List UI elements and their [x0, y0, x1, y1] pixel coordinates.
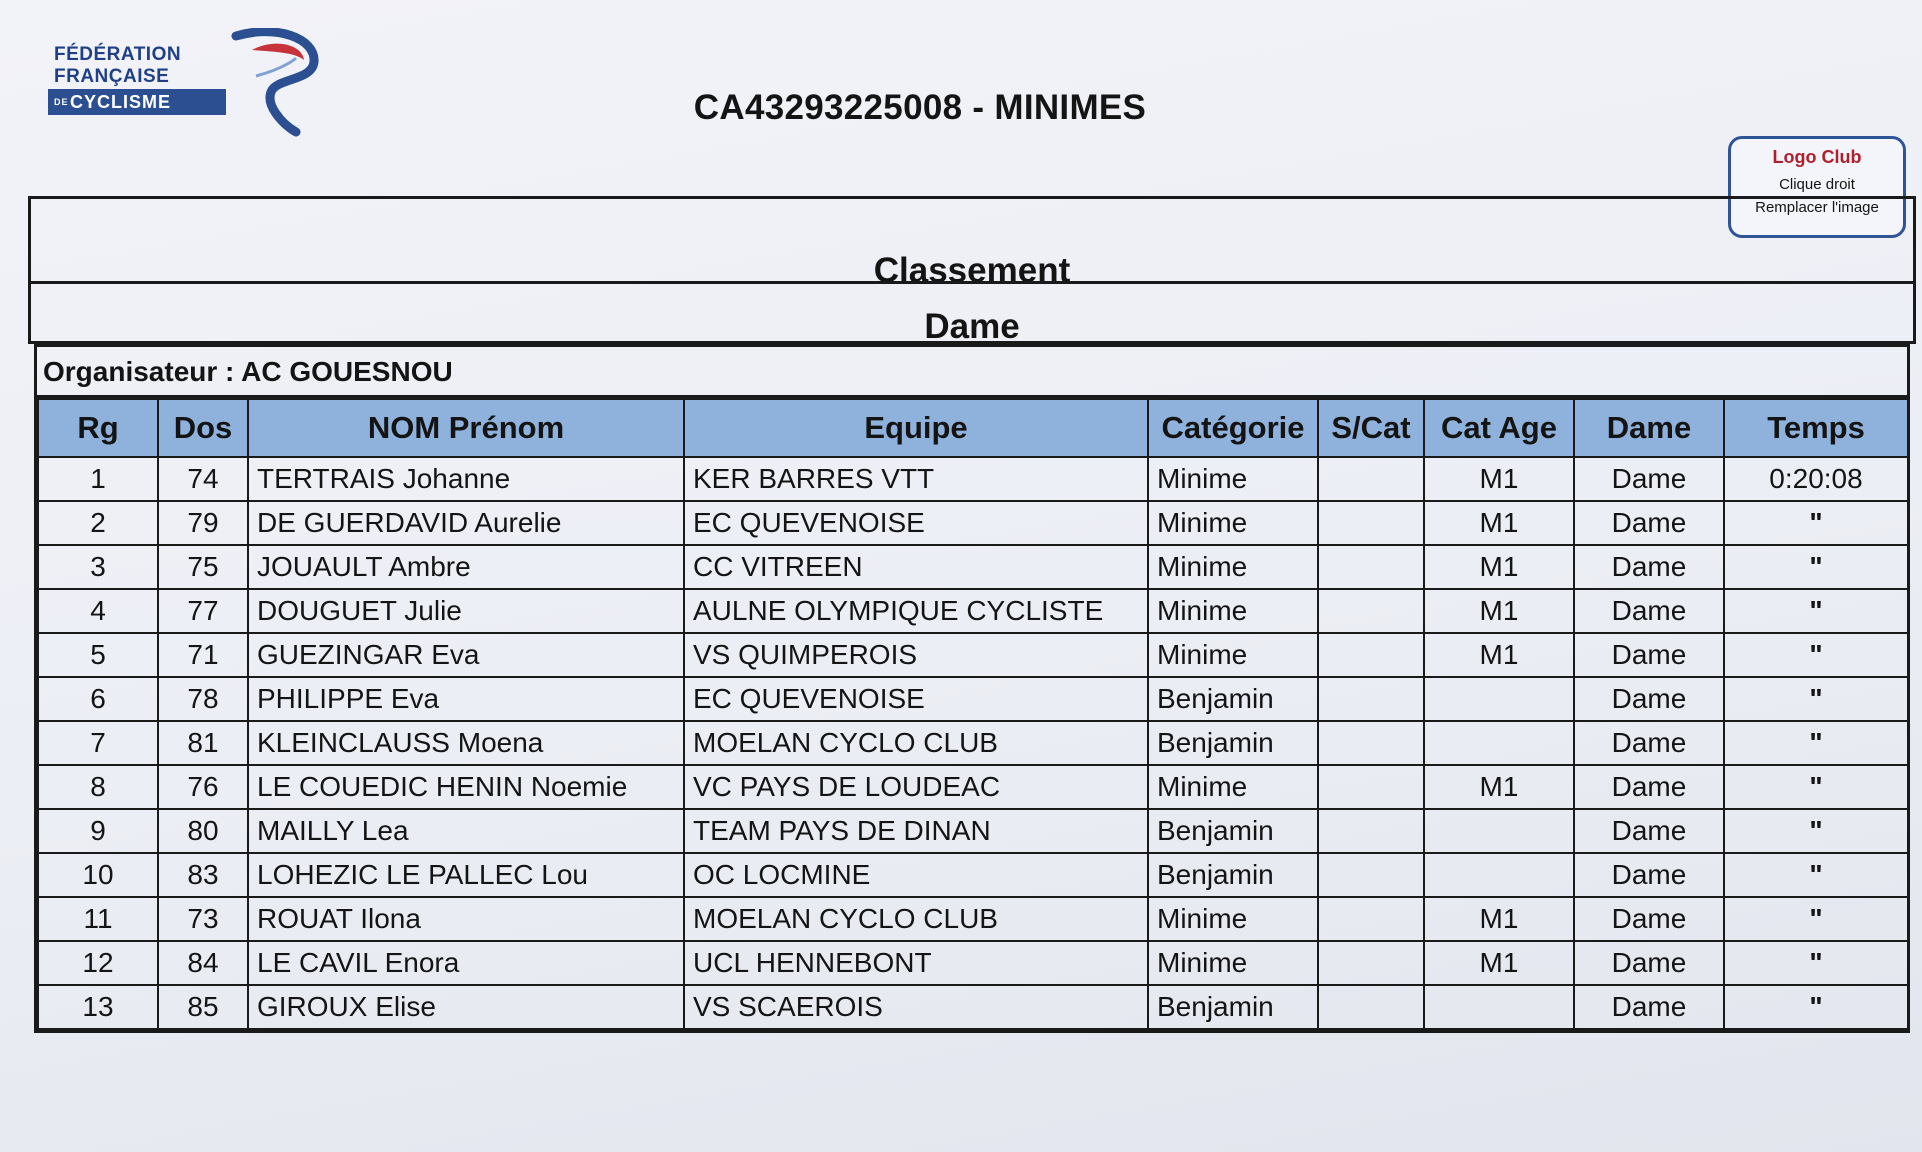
cell-s-cat	[1318, 897, 1424, 941]
table-row	[38, 721, 1908, 765]
table-row	[38, 589, 1908, 633]
cell-cat-age	[1424, 809, 1574, 853]
column-header-dame: Dame	[1574, 399, 1724, 457]
cell-equipe: UCL HENNEBONT	[684, 941, 1148, 985]
cell-temps: "	[1724, 941, 1908, 985]
table-row	[38, 501, 1908, 545]
cell-dos: 76	[158, 765, 248, 809]
table-row	[38, 853, 1908, 897]
cell-temps: "	[1724, 765, 1908, 809]
cell-dame: Dame	[1574, 633, 1724, 677]
results-table	[37, 398, 1909, 1030]
cell-equipe: VS QUIMPEROIS	[684, 633, 1148, 677]
cell-nom: ROUAT Ilona	[248, 897, 684, 941]
table-row	[38, 457, 1908, 501]
cell-nom: DOUGUET Julie	[248, 589, 684, 633]
cell-nom: GUEZINGAR Eva	[248, 633, 684, 677]
cell-dame: Dame	[1574, 589, 1724, 633]
cell-cat-age: M1	[1424, 457, 1574, 501]
cell-rg: 7	[38, 721, 158, 765]
cell-dame: Dame	[1574, 677, 1724, 721]
cell-temps: "	[1724, 677, 1908, 721]
table-row	[38, 941, 1908, 985]
cell-cat-age: M1	[1424, 765, 1574, 809]
cell-dame: Dame	[1574, 897, 1724, 941]
ffc-line-2: FRANÇAISE	[54, 66, 170, 87]
table-row	[38, 765, 1908, 809]
cell-nom: LE CAVIL Enora	[248, 941, 684, 985]
cell-dame: Dame	[1574, 501, 1724, 545]
cell-temps: "	[1724, 501, 1908, 545]
cell-rg: 4	[38, 589, 158, 633]
cell-s-cat	[1318, 765, 1424, 809]
cell-temps: "	[1724, 809, 1908, 853]
cell-rg: 10	[38, 853, 158, 897]
cell-equipe: TEAM PAYS DE DINAN	[684, 809, 1148, 853]
table-row	[38, 897, 1908, 941]
cell-dame: Dame	[1574, 765, 1724, 809]
cell-s-cat	[1318, 721, 1424, 765]
logo-club-line3: Remplacer l'image	[1755, 199, 1879, 216]
cell-nom: PHILIPPE Eva	[248, 677, 684, 721]
cell-cat-age: M1	[1424, 501, 1574, 545]
title-box	[28, 196, 1916, 344]
cell-equipe: EC QUEVENOISE	[684, 677, 1148, 721]
results-table-container	[34, 344, 1910, 1033]
cell-categorie: Benjamin	[1148, 721, 1318, 765]
column-header-equipe: Equipe	[684, 399, 1148, 457]
cell-categorie: Minime	[1148, 633, 1318, 677]
cell-categorie: Minime	[1148, 457, 1318, 501]
cell-rg: 13	[38, 985, 158, 1029]
cell-dos: 85	[158, 985, 248, 1029]
cell-dos: 74	[158, 457, 248, 501]
cell-temps: 0:20:08	[1724, 457, 1908, 501]
cell-equipe: EC QUEVENOISE	[684, 501, 1148, 545]
cell-categorie: Minime	[1148, 501, 1318, 545]
cell-dame: Dame	[1574, 809, 1724, 853]
cell-equipe: KER BARRES VTT	[684, 457, 1148, 501]
cell-s-cat	[1318, 677, 1424, 721]
cell-equipe: VS SCAEROIS	[684, 985, 1148, 1029]
cell-categorie: Benjamin	[1148, 985, 1318, 1029]
logo-club-line2: Clique droit	[1779, 176, 1855, 193]
cell-equipe: AULNE OLYMPIQUE CYCLISTE	[684, 589, 1148, 633]
cell-rg: 1	[38, 457, 158, 501]
table-row	[38, 985, 1908, 1029]
ffc-band-small: DE	[54, 97, 69, 107]
cell-categorie: Minime	[1148, 765, 1318, 809]
cell-temps: "	[1724, 897, 1908, 941]
cell-s-cat	[1318, 457, 1424, 501]
title-box-divider	[31, 281, 1913, 284]
cell-cat-age	[1424, 677, 1574, 721]
ffc-band-label: CYCLISME	[70, 92, 172, 112]
cell-s-cat	[1318, 633, 1424, 677]
cell-equipe: VC PAYS DE LOUDEAC	[684, 765, 1148, 809]
table-row	[38, 545, 1908, 589]
cell-rg: 12	[38, 941, 158, 985]
cell-temps: "	[1724, 545, 1908, 589]
cell-rg: 11	[38, 897, 158, 941]
cell-nom: JOUAULT Ambre	[248, 545, 684, 589]
cell-dame: Dame	[1574, 545, 1724, 589]
cell-dos: 78	[158, 677, 248, 721]
cell-nom: MAILLY Lea	[248, 809, 684, 853]
cell-cat-age: M1	[1424, 545, 1574, 589]
column-header-nom-prenom: NOM Prénom	[248, 399, 684, 457]
ffc-swoosh-icon	[196, 28, 346, 140]
column-header-categorie: Catégorie	[1148, 399, 1318, 457]
cell-categorie: Minime	[1148, 897, 1318, 941]
cell-dos: 77	[158, 589, 248, 633]
cell-dame: Dame	[1574, 457, 1724, 501]
cell-cat-age: M1	[1424, 633, 1574, 677]
cell-categorie: Benjamin	[1148, 853, 1318, 897]
cell-cat-age: M1	[1424, 941, 1574, 985]
ffc-logo	[46, 28, 306, 140]
cell-equipe: MOELAN CYCLO CLUB	[684, 897, 1148, 941]
cell-rg: 6	[38, 677, 158, 721]
cell-nom: DE GUERDAVID Aurelie	[248, 501, 684, 545]
ffc-line-1: FÉDÉRATION	[54, 44, 182, 65]
cell-s-cat	[1318, 501, 1424, 545]
document-title: CA43293225008 - MINIMES	[693, 88, 1147, 127]
cell-s-cat	[1318, 985, 1424, 1029]
cell-dame: Dame	[1574, 941, 1724, 985]
cell-dame: Dame	[1574, 853, 1724, 897]
cell-temps: "	[1724, 721, 1908, 765]
cell-nom: TERTRAIS Johanne	[248, 457, 684, 501]
cell-s-cat	[1318, 853, 1424, 897]
cell-rg: 8	[38, 765, 158, 809]
cell-dos: 83	[158, 853, 248, 897]
cell-dos: 81	[158, 721, 248, 765]
cell-rg: 3	[38, 545, 158, 589]
cell-categorie: Minime	[1148, 589, 1318, 633]
cell-cat-age: M1	[1424, 897, 1574, 941]
cell-cat-age	[1424, 985, 1574, 1029]
ffc-band	[48, 89, 226, 115]
cell-rg: 9	[38, 809, 158, 853]
cell-nom: KLEINCLAUSS Moena	[248, 721, 684, 765]
cell-temps: "	[1724, 633, 1908, 677]
cell-dos: 79	[158, 501, 248, 545]
table-body	[38, 457, 1908, 1029]
cell-rg: 2	[38, 501, 158, 545]
column-header-temps: Temps	[1724, 399, 1908, 457]
cell-dame: Dame	[1574, 721, 1724, 765]
cell-dos: 75	[158, 545, 248, 589]
cell-s-cat	[1318, 809, 1424, 853]
table-row	[38, 633, 1908, 677]
cell-nom: LOHEZIC LE PALLEC Lou	[248, 853, 684, 897]
cell-rg: 5	[38, 633, 158, 677]
cell-s-cat	[1318, 589, 1424, 633]
cell-dame: Dame	[1574, 985, 1724, 1029]
cell-equipe: OC LOCMINE	[684, 853, 1148, 897]
cell-categorie: Minime	[1148, 545, 1318, 589]
cell-cat-age	[1424, 721, 1574, 765]
cell-dos: 71	[158, 633, 248, 677]
cell-categorie: Minime	[1148, 941, 1318, 985]
cell-nom: LE COUEDIC HENIN Noemie	[248, 765, 684, 809]
dame-heading: Dame	[924, 307, 1020, 346]
cell-temps: "	[1724, 589, 1908, 633]
cell-categorie: Benjamin	[1148, 677, 1318, 721]
cell-s-cat	[1318, 545, 1424, 589]
cell-dos: 84	[158, 941, 248, 985]
table-header-row	[38, 399, 1908, 457]
cell-cat-age: M1	[1424, 589, 1574, 633]
column-header-s-cat: S/Cat	[1318, 399, 1424, 457]
table-row	[38, 677, 1908, 721]
column-header-dos: Dos	[158, 399, 248, 457]
cell-categorie: Benjamin	[1148, 809, 1318, 853]
organisateur-label: Organisateur : AC GOUESNOU	[37, 347, 1907, 398]
table-row	[38, 809, 1908, 853]
cell-dos: 80	[158, 809, 248, 853]
column-header-rg: Rg	[38, 399, 158, 457]
cell-temps: "	[1724, 853, 1908, 897]
logo-club-title: Logo Club	[1772, 147, 1862, 167]
cell-temps: "	[1724, 985, 1908, 1029]
cell-s-cat	[1318, 941, 1424, 985]
cell-equipe: CC VITREEN	[684, 545, 1148, 589]
cell-dos: 73	[158, 897, 248, 941]
cell-equipe: MOELAN CYCLO CLUB	[684, 721, 1148, 765]
cell-cat-age	[1424, 853, 1574, 897]
cell-nom: GIROUX Elise	[248, 985, 684, 1029]
classement-heading: Classement	[873, 251, 1071, 290]
column-header-cat-age: Cat Age	[1424, 399, 1574, 457]
